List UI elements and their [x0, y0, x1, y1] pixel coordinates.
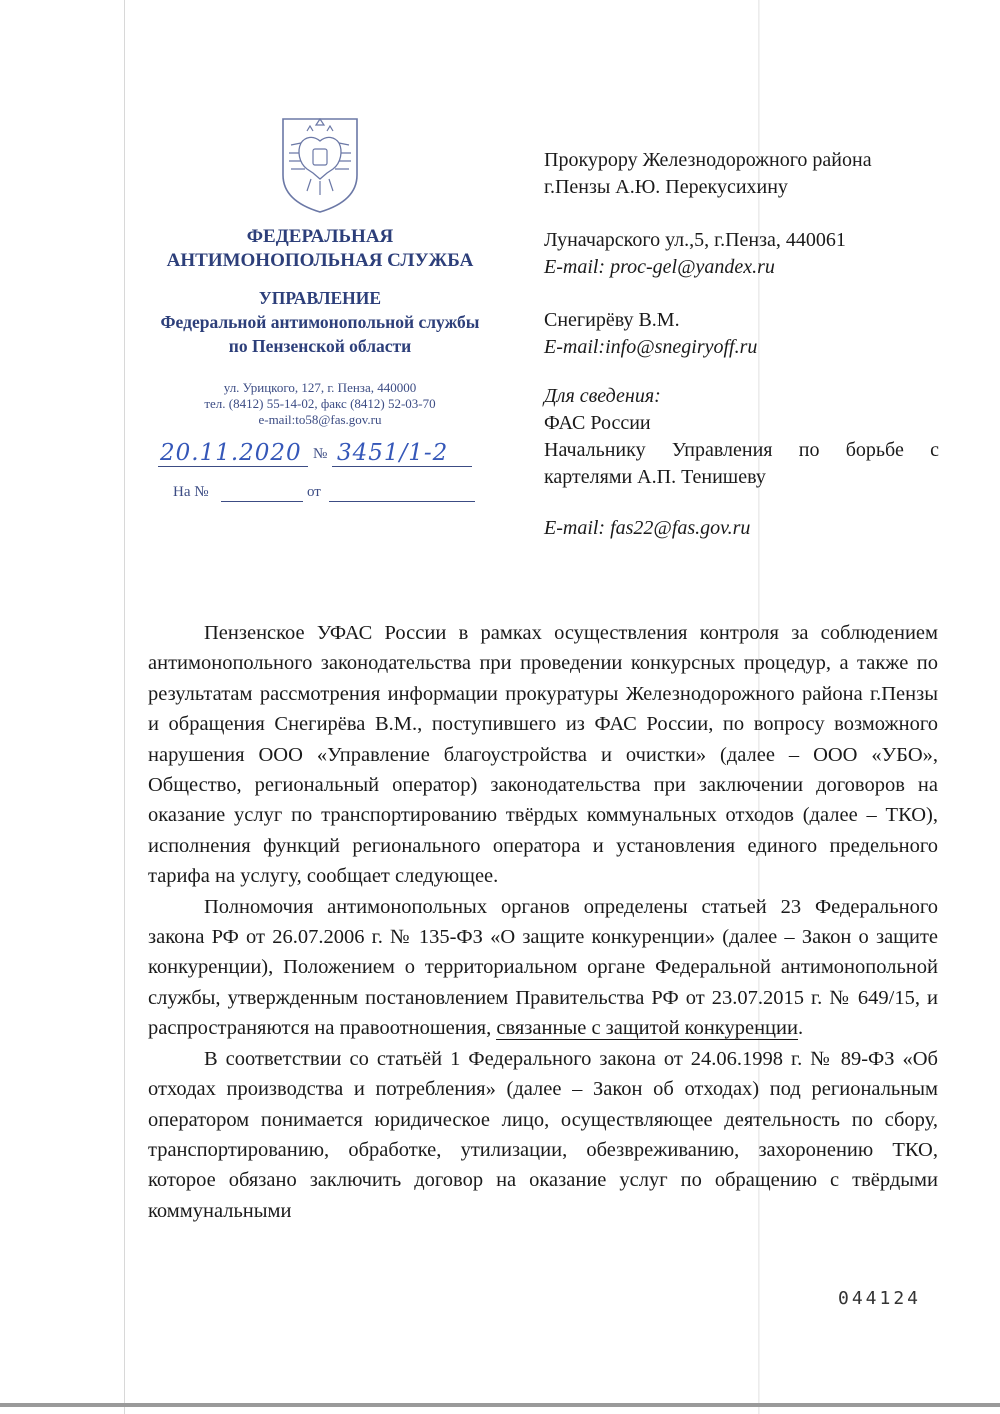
addressee-prosecutor: [544, 147, 939, 201]
page-left-edge: [124, 0, 125, 1414]
letterhead-contacts: [130, 380, 510, 428]
fas-russia-line: ФАС России: [544, 412, 651, 434]
org-name-line2: АНТИМОНОПОЛЬНАЯ СЛУЖБА: [166, 250, 474, 271]
serial-number: 044124: [838, 1288, 922, 1309]
prosecutor-email: E-mail: proc-gel@yandex.ru: [544, 256, 775, 278]
body-paragraph-1: Пензенское УФАС России в рамках осуществления контроля за соблюдением антимонопольного законодательства при проведении конкурсных процедур, а также по результатам рассмотрения информации прокуратуры Железнодорожного района г.Пензы и обращения Снегирёва В.М., поступившего из ФАС России, по вопросу возможного нарушения ООО «Управление благоустройства и очистки» (далее – ООО «УБО», Общество, региональный оператор) законодательства при заключении договоров на оказание услуг по транспортированию твёрдых коммунальных отходов (далее – ТКО), исполнения функций регионального оператора и установления единого предельного тарифа на услугу, сообщает следующее.: [148, 622, 938, 888]
addressee-fas-email: [544, 515, 939, 542]
reply-from-label: от: [307, 484, 321, 500]
addressee-snegirev: [544, 307, 939, 361]
body-paragraph-2-end: .: [797, 1017, 804, 1040]
snegirev-email: E-mail:info@snegiryoff.ru: [544, 336, 758, 358]
outgoing-registration: [150, 438, 490, 472]
number-sign: №: [313, 446, 328, 462]
reply-reference: [173, 484, 483, 506]
letterhead-department: [130, 286, 510, 358]
number-underline: [332, 466, 472, 467]
snegirev-name: Снегирёву В.М.: [544, 309, 680, 331]
org-name-line1: ФЕДЕРАЛЬНАЯ: [246, 226, 394, 247]
postal-address: ул. Урицкого, 127, г. Пенза, 440000: [223, 380, 417, 395]
dept-name-line1: УПРАВЛЕНИЕ: [258, 288, 382, 308]
handwritten-number: 3451/1-2: [337, 440, 449, 466]
reply-number-blank: [221, 501, 303, 502]
page-bottom-edge: [0, 1403, 1000, 1407]
fas-email: E-mail: fas22@fas.gov.ru: [544, 517, 751, 539]
letterhead-organization: [130, 225, 510, 273]
reply-to-label: На №: [173, 484, 209, 500]
cartel-head-line1: Начальнику Управления по борьбе с: [544, 439, 939, 461]
handwritten-date: 20.11.2020: [160, 440, 302, 466]
prosecutor-line2: г.Пензы А.Ю. Перекусихину: [544, 176, 788, 198]
letter-body: [148, 618, 938, 1226]
coat-of-arms-emblem-icon: [277, 115, 363, 215]
dept-name-line2: Федеральной антимонопольной службы: [160, 312, 480, 332]
body-paragraph-2: [148, 892, 938, 1044]
body-paragraph-2-main: Полномочия антимонопольных органов определены статьей 23 Федерального закона РФ от 26.07.2006 г. № 135-ФЗ «О защите конкуренции» (далее – Закон о защите конкуренции), Положением о территориальном органе Федеральной антимонопольной службы, утвержденным постановлением Правительства РФ от 23.07.2015 г. № 649/15, и распространяются на правоотношения,: [148, 895, 938, 1040]
reply-date-blank: [329, 501, 475, 502]
dept-name-line3: по Пензенской области: [228, 336, 412, 356]
date-underline: [158, 466, 308, 467]
prosecutor-address: Луначарского ул.,5, г.Пенза, 440061: [544, 229, 846, 251]
cartel-head-line2: картелями А.П. Тенишеву: [544, 466, 766, 488]
addressee-for-information: [544, 383, 939, 491]
phone-fax: тел. (8412) 55-14-02, факс (8412) 52-03-70: [204, 396, 436, 411]
letterhead-email: e-mail:to58@fas.gov.ru: [258, 412, 382, 427]
for-information-label: Для сведения:: [544, 385, 661, 407]
prosecutor-line1: Прокурору Железнодорожного района: [544, 149, 872, 171]
addressee-prosecutor-contacts: [544, 227, 939, 281]
body-paragraph-3: В соответствии со статьёй 1 Федерального закона от 24.06.1998 г. № 89-ФЗ «Об отходах производства и потребления» (далее – Закон об отходах) под региональным оператором понимается юридическое лицо, осуществляющее деятельность по сбору, транспортированию, обработке, утилизации, обезвреживанию, захоронению ТКО, которое обязано заключить договор на оказание услуг по обращению с твёрдыми коммунальными: [148, 1047, 938, 1222]
body-paragraph-2-underlined: связанные с защитой конкуренции: [496, 1017, 798, 1040]
